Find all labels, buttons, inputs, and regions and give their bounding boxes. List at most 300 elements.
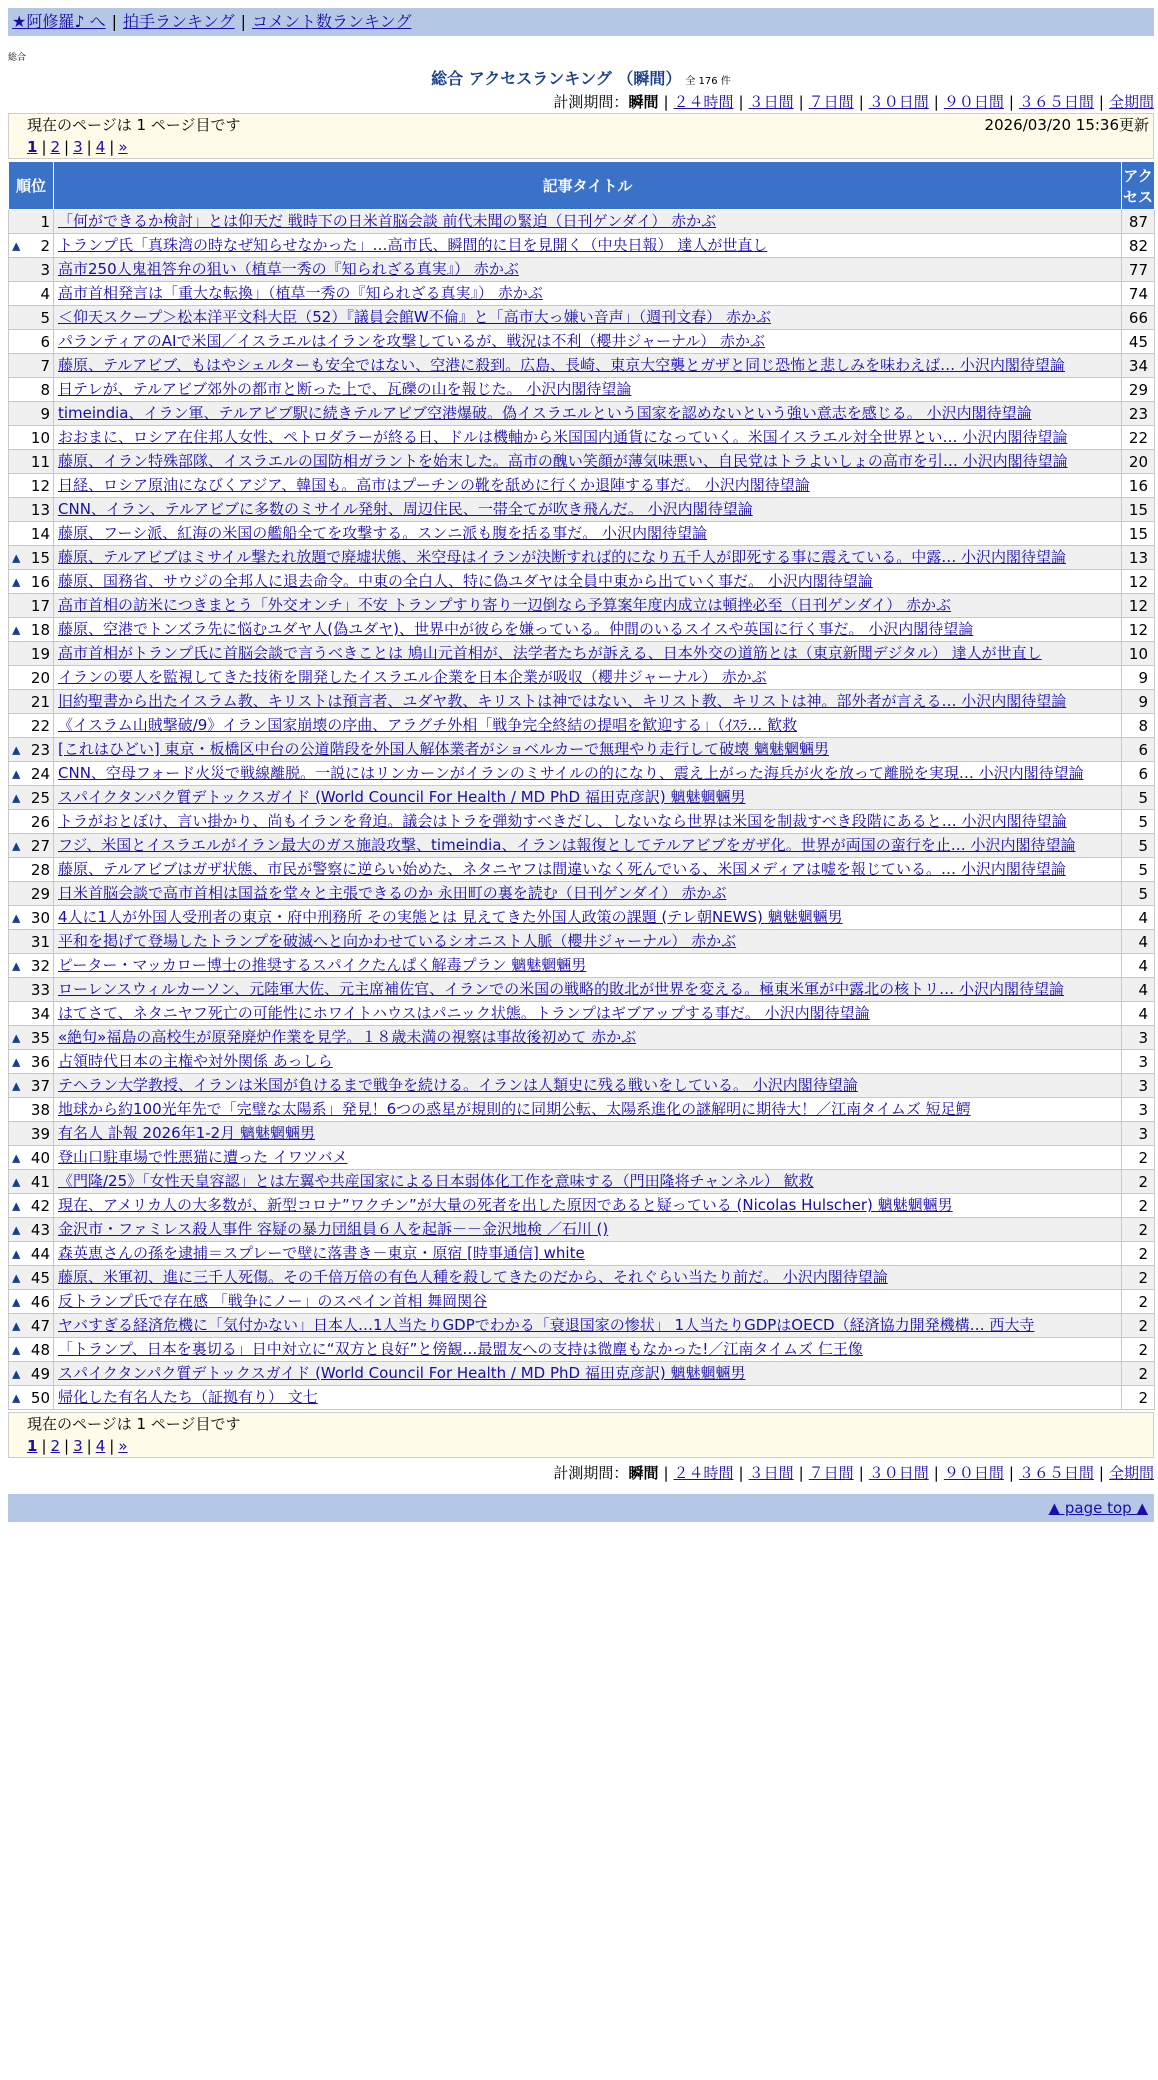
article-link[interactable]: 《門隆/25》「女性天皇容認」とは左翼や共産国家による日本弱体化工作を意味する（門田隆将チャンネル） 歓救 (58, 1172, 814, 1190)
table-row (9, 258, 1155, 282)
period-link[interactable]: ２４時間 (673, 1464, 734, 1482)
article-link[interactable]: 藤原、テルアビブ、もはやシェルターも安全ではない、空港に殺到。広島、長崎、東京大空襲とガザと同じ恐怖と悲しみを味わえば… 小沢内閣待望論 (58, 356, 1065, 374)
access-count: 6 (1122, 762, 1155, 786)
article-link[interactable]: 帰化した有名人たち（証拠有り） 文七 (58, 1388, 318, 1406)
rank-number: 20 (30, 668, 50, 687)
comment-ranking-link[interactable]: コメント数ランキング (251, 12, 412, 31)
access-count: 16 (1122, 474, 1155, 498)
rank-cell (9, 474, 54, 498)
article-link[interactable]: おおまに、ロシア在住邦人女性、ペトロダラーが終る日、ドルは機軸から米国国内通貨になっていく。米国イスラエル対全世界とい… 小沢内閣待望論 (58, 428, 1068, 446)
rank-number: 45 (30, 1268, 50, 1287)
nav-separator: | (111, 12, 118, 31)
access-count: 3 (1122, 1074, 1155, 1098)
rank-number: 38 (30, 1100, 50, 1119)
article-link[interactable]: トランプ氏「真珠湾の時なぜ知らせなかった」…高市氏、瞬間的に目を見開く（中央日報） 達人が世直し (58, 236, 768, 254)
article-link[interactable]: 藤原、フーシ派、紅海の米国の艦船全てを攻撃する。スンニ派も腹を括る事だ。 小沢内閣待望論 (58, 524, 708, 542)
rank-cell (9, 330, 54, 354)
ranking-table (8, 161, 1155, 1410)
rank-cell (9, 570, 54, 594)
rank-cell (9, 882, 54, 906)
title-cell (54, 906, 1122, 930)
period-current: 瞬間 (628, 93, 659, 111)
rank-number: 9 (40, 404, 50, 423)
table-row (9, 930, 1155, 954)
current-page-text: 現在のページは 1 ページ目です (27, 1415, 241, 1433)
rank-cell (9, 786, 54, 810)
title-cell (54, 258, 1122, 282)
title-cell (54, 570, 1122, 594)
article-link[interactable]: 高市首相の訪米につきまとう「外交オンチ」不安 トランプすり寄り一辺倒なら予算案年度内成立は頓挫必至（日刊ゲンダイ） 赤かぶ (58, 596, 952, 614)
access-count: 29 (1122, 378, 1155, 402)
article-link[interactable]: 森英恵さんの孫を逮捕＝スプレーで壁に落書き－東京・原宿 [時事通信] white (58, 1244, 585, 1262)
updated-timestamp: 2026/03/20 15:36更新 (984, 116, 1149, 134)
period-link[interactable]: ９０日間 (943, 1464, 1004, 1482)
article-link[interactable]: パランティアのAIで米国／イスラエルはイランを攻撃しているが、戦況は不利（櫻井ジャーナル） 赤かぶ (58, 332, 766, 350)
period-link[interactable]: ３６５日間 (1018, 1464, 1094, 1482)
title-cell (54, 282, 1122, 306)
rank-cell (9, 1242, 54, 1266)
access-count: 3 (1122, 1098, 1155, 1122)
period-link[interactable]: 全期間 (1108, 93, 1154, 111)
pager-separator: | (41, 1437, 47, 1455)
article-link[interactable]: [これはひどい] 東京・板橋区中台の公道階段を外国人解体業者がショベルカーで無理やり走行して破壊 魑魅魍魎男 (58, 740, 829, 758)
article-link[interactable]: 有名人 訃報 2026年1-2月 魑魅魍魎男 (58, 1124, 315, 1142)
rank-up-arrow-icon: ▲ (12, 575, 21, 588)
title-header: 記事タイトル (54, 162, 1122, 210)
top-nav-bar (8, 8, 1154, 36)
rank-cell (9, 954, 54, 978)
title-cell (54, 666, 1122, 690)
page-info-top (8, 113, 1154, 159)
period-link[interactable]: ３０日間 (868, 93, 929, 111)
article-link[interactable]: スパイクタンパク質デトックスガイド (World Council For Health / MD PhD 福田克彦訳) 魑魅魍魎男 (58, 788, 746, 806)
article-link[interactable]: 藤原、テルアビブはミサイル撃たれ放題で廃墟状態、米空母はイランが決断すれば的になり五千人が即死する事に震えている。中露… 小沢内閣待望論 (58, 548, 1066, 566)
page-title (8, 66, 1154, 89)
table-row (9, 1362, 1155, 1386)
access-count: 2 (1122, 1338, 1155, 1362)
article-link[interactable]: トラがおとぼけ、言い掛かり、尚もイランを脅迫。議会はトラを弾劾すべきだし、しないなら世界は米国を制裁すべき段階にあると… 小沢内閣待望論 (58, 812, 1067, 830)
access-count: 12 (1122, 570, 1155, 594)
table-row (9, 1002, 1155, 1026)
period-link[interactable]: ７日間 (808, 1464, 854, 1482)
period-link[interactable]: 全期間 (1108, 1464, 1154, 1482)
page-info-bottom (8, 1412, 1154, 1458)
article-link[interactable]: 高市250人鬼祖答弁の狙い（植草一秀の『知られざる真実』） 赤かぶ (58, 260, 519, 278)
access-count: 13 (1122, 546, 1155, 570)
rank-number: 40 (30, 1148, 50, 1167)
title-cell (54, 1218, 1122, 1242)
rank-up-arrow-icon: ▲ (12, 551, 21, 564)
rank-cell (9, 594, 54, 618)
title-cell (54, 786, 1122, 810)
rank-cell (9, 1290, 54, 1314)
table-row (9, 330, 1155, 354)
title-cell (54, 762, 1122, 786)
period-selector-top (8, 91, 1154, 111)
title-cell (54, 618, 1122, 642)
article-link[interactable]: ピーター・マッカロー博士の推奨するスパイクたんぱく解毒プラン 魑魅魍魎男 (58, 956, 587, 974)
table-row (9, 546, 1155, 570)
article-link[interactable]: 藤原、米軍初、進に三千人死傷。その千倍万倍の有色人種を殺してきたのだから、それぐらい当たり前だ。 小沢内閣待望論 (58, 1268, 888, 1286)
article-link[interactable]: 藤原、国務省、サウジの全邦人に退去命令。中東の全白人、特に偽ユダヤは全員中東から出ていく事だ。 小沢内閣待望論 (58, 572, 873, 590)
article-link[interactable]: ヤバすぎる経済危機に「気付かない」日本人…1人当たりGDPでわかる「衰退国家の惨状」 1人当たりGDPはOECD（経済協力開発機構… 西大寺 (58, 1316, 1035, 1334)
access-count: 4 (1122, 954, 1155, 978)
title-cell (54, 210, 1122, 234)
access-header: アクセス (1122, 162, 1155, 210)
period-separator: | (933, 93, 939, 111)
table-row (9, 210, 1155, 234)
rank-cell (9, 1362, 54, 1386)
rank-number: 4 (40, 284, 50, 303)
rank-number: 32 (30, 956, 50, 975)
table-row (9, 1266, 1155, 1290)
page-top-link[interactable]: ▲ page top ▲ (1048, 1499, 1148, 1517)
rank-up-arrow-icon: ▲ (12, 1343, 21, 1356)
access-count: 34 (1122, 354, 1155, 378)
period-separator: | (738, 93, 744, 111)
title-cell (54, 546, 1122, 570)
access-count: 2 (1122, 1194, 1155, 1218)
rank-cell (9, 1170, 54, 1194)
table-row (9, 594, 1155, 618)
pager-page-link[interactable]: 3 (73, 1437, 83, 1455)
period-label: 計測期間： (553, 1464, 629, 1482)
rank-number: 30 (30, 908, 50, 927)
article-link[interactable]: 登山口駐車場で性悪猫に遭った イワツバメ (58, 1148, 348, 1166)
pager-page-link[interactable]: 4 (95, 138, 106, 156)
rank-up-arrow-icon: ▲ (12, 239, 21, 252)
article-link[interactable]: 現在、アメリカ人の大多数が、新型コロナ”ワクチン”が大量の死者を出した原因であると疑っている (Nicolas Hulscher) 魑魅魍魎男 (58, 1196, 953, 1214)
table-row (9, 906, 1155, 930)
article-link[interactable]: スパイクタンパク質デトックスガイド (World Council For Health / MD PhD 福田克彦訳) 魑魅魍魎男 (58, 1364, 746, 1382)
rank-number: 25 (30, 788, 50, 807)
rank-cell (9, 426, 54, 450)
pager-next-link[interactable]: » (118, 1437, 128, 1455)
title-cell (54, 1242, 1122, 1266)
home-link[interactable]: ★阿修羅♪ へ (12, 12, 106, 31)
rank-cell (9, 834, 54, 858)
article-link[interactable]: «絶句»福島の高校生が原発廃炉作業を見学。１８歳未満の視察は事故後初めて 赤かぶ (58, 1028, 637, 1046)
title-cell (54, 714, 1122, 738)
article-link[interactable]: 藤原、イラン特殊部隊、イスラエルの国防相ガラントを始末した。高市の醜い笑顔が薄気味悪い、自民党はトラよいしょの高市を引… 小沢内閣待望論 (58, 452, 1068, 470)
article-link[interactable]: テヘラン大学教授、イランは米国が負けるまで戦争を続ける。イランは人類史に残る戦いをしている。 小沢内閣待望論 (58, 1076, 858, 1094)
rank-number: 14 (30, 524, 50, 543)
rank-cell (9, 642, 54, 666)
pager-separator: | (86, 138, 92, 156)
access-count: 5 (1122, 786, 1155, 810)
access-count: 66 (1122, 306, 1155, 330)
title-cell (54, 594, 1122, 618)
table-row (9, 1098, 1155, 1122)
article-link[interactable]: ローレンスウィルカーソン、元陸軍大佐、元主席補佐官、イランでの米国の戦略的敗北が世界を変える。極東米軍が中露北の核トリ… 小沢内閣待望論 (58, 980, 1064, 998)
period-separator: | (738, 1464, 744, 1482)
title-cell (54, 1194, 1122, 1218)
rank-number: 49 (30, 1364, 50, 1383)
rank-up-arrow-icon: ▲ (12, 1391, 21, 1404)
title-cell (54, 330, 1122, 354)
rank-number: 15 (30, 548, 50, 567)
period-link[interactable]: ３日間 (748, 93, 794, 111)
rank-number: 5 (40, 308, 50, 327)
period-separator: | (663, 1464, 669, 1482)
rank-up-arrow-icon: ▲ (12, 1247, 21, 1260)
period-link[interactable]: ７日間 (808, 93, 854, 111)
article-link[interactable]: timeindia、イラン軍、テルアビブ駅に続きテルアビブ空港爆破。偽イスラエルという国家を認めないという強い意志を感じる。 小沢内閣待望論 (58, 404, 1032, 422)
rank-cell (9, 810, 54, 834)
rank-number: 27 (30, 836, 50, 855)
pager-next-link[interactable]: » (118, 138, 128, 156)
access-count: 2 (1122, 1242, 1155, 1266)
rank-cell (9, 906, 54, 930)
access-count: 9 (1122, 666, 1155, 690)
article-link[interactable]: 日テレが、テルアビブ郊外の都市と断った上で、瓦礫の山を報じた。 小沢内閣待望論 (58, 380, 632, 398)
access-count: 15 (1122, 522, 1155, 546)
pager-page-link[interactable]: 4 (95, 1437, 106, 1455)
article-link[interactable]: 地球から約100光年先で「完璧な太陽系」発見！6つの惑星が規則的に同期公転、太陽系進化の謎解明に期待大！／江南タイムズ 短足鰐 (58, 1100, 971, 1118)
period-link[interactable]: ３６５日間 (1018, 93, 1094, 111)
title-cell (54, 690, 1122, 714)
rank-cell (9, 1338, 54, 1362)
table-row (9, 1314, 1155, 1338)
access-count: 3 (1122, 1050, 1155, 1074)
rank-number: 50 (30, 1388, 50, 1407)
rank-cell (9, 738, 54, 762)
table-row (9, 618, 1155, 642)
table-row (9, 1122, 1155, 1146)
access-count: 22 (1122, 426, 1155, 450)
total-count: 全 176 件 (685, 76, 731, 87)
pager-separator: | (64, 1437, 70, 1455)
rank-cell (9, 522, 54, 546)
period-separator: | (1008, 1464, 1014, 1482)
rank-cell (9, 690, 54, 714)
pager-page-link[interactable]: 2 (50, 138, 61, 156)
rank-cell (9, 1266, 54, 1290)
period-current: 瞬間 (628, 1464, 659, 1482)
pagination-bottom (9, 1435, 1153, 1457)
access-count: 2 (1122, 1290, 1155, 1314)
rank-header: 順位 (9, 162, 54, 210)
bottom-bar (8, 1494, 1154, 1522)
title-cell (54, 642, 1122, 666)
access-count: 2 (1122, 1362, 1155, 1386)
title-cell (54, 1026, 1122, 1050)
article-link[interactable]: 旧約聖書から出たイスラム教、キリストは預言者、ユダヤ教、キリストは神ではない、キリスト教、キリストは神。部外者が言える… 小沢内閣待望論 (58, 692, 1067, 710)
period-separator: | (1098, 1464, 1104, 1482)
article-link[interactable]: 金沢市・ファミレス殺人事件 容疑の暴力団組員６人を起訴－－金沢地検 ／石川 () (58, 1220, 609, 1238)
pager-page-link[interactable]: 3 (73, 138, 83, 156)
table-row (9, 426, 1155, 450)
rank-number: 28 (30, 860, 50, 879)
period-selector-bottom (8, 1462, 1154, 1482)
table-row (9, 1290, 1155, 1314)
rank-cell (9, 714, 54, 738)
table-row (9, 978, 1155, 1002)
rank-cell (9, 666, 54, 690)
article-link[interactable]: 4人に1人が外国人受刑者の東京・府中刑務所 その実態とは 見えてきた外国人政策の課題 (テレ朝NEWS) 魑魅魍魎男 (58, 908, 843, 926)
rank-number: 23 (30, 740, 50, 759)
title-cell (54, 1074, 1122, 1098)
rank-up-arrow-icon: ▲ (12, 767, 21, 780)
rank-number: 35 (30, 1028, 50, 1047)
title-cell (54, 738, 1122, 762)
access-count: 12 (1122, 618, 1155, 642)
section-label: 総合 (8, 53, 27, 63)
article-link[interactable]: 《イスラム山賊撃破/9》イラン国家崩壊の序曲、アラグチ外相「戦争完全終結の提唱を歓迎する」（ｲｽﾗ… 歓救 (58, 716, 798, 734)
period-link[interactable]: ２４時間 (673, 93, 734, 111)
table-row (9, 762, 1155, 786)
period-separator: | (663, 93, 669, 111)
access-count: 15 (1122, 498, 1155, 522)
rank-number: 7 (40, 356, 50, 375)
rank-cell (9, 1050, 54, 1074)
rank-cell (9, 762, 54, 786)
article-link[interactable]: イランの要人を監視してきた技術を開発したイスラエル企業を日本企業が吸収（櫻井ジャーナル） 赤かぶ (58, 668, 767, 686)
rank-number: 12 (30, 476, 50, 495)
table-row (9, 474, 1155, 498)
rank-cell (9, 498, 54, 522)
article-link[interactable]: 日経、ロシア原油になびくアジア、韓国も。高市はプーチンの靴を舐めに行くか退陣する事だ。 小沢内閣待望論 (58, 476, 810, 494)
rank-number: 11 (30, 452, 50, 471)
rank-number: 16 (30, 572, 50, 591)
table-row (9, 522, 1155, 546)
nav-separator: | (240, 12, 246, 31)
table-row (9, 1386, 1155, 1410)
period-separator: | (798, 93, 804, 111)
rank-number: 41 (30, 1172, 50, 1191)
article-link[interactable]: 占領時代日本の主権や対外関係 あっしら (58, 1052, 333, 1070)
table-row (9, 834, 1155, 858)
title-cell (54, 1314, 1122, 1338)
pager-separator: | (86, 1437, 92, 1455)
rank-up-arrow-icon: ▲ (12, 1151, 21, 1164)
access-count: 23 (1122, 402, 1155, 426)
article-link[interactable]: はてさて、ネタニヤフ死亡の可能性にホワイトハウスはパニック状態。トランプはギブアップする事だ。 小沢内閣待望論 (58, 1004, 870, 1022)
table-row (9, 498, 1155, 522)
access-count: 12 (1122, 594, 1155, 618)
access-count: 3 (1122, 1026, 1155, 1050)
ranking-title: 総合 アクセスランキング （瞬間） (431, 69, 682, 88)
rank-cell (9, 1194, 54, 1218)
article-link[interactable]: 藤原、テルアビブはガザ状態、市民が警察に逆らい始めた、ネタニヤフは間違いなく死んでいる、米国メディアは嘘を報じている。… 小沢内閣待望論 (58, 860, 1066, 878)
pager-page-link[interactable]: 2 (50, 1437, 61, 1455)
table-row (9, 1026, 1155, 1050)
rank-cell (9, 978, 54, 1002)
rank-number: 8 (40, 380, 50, 399)
table-row (9, 690, 1155, 714)
article-link[interactable]: フジ、米国とイスラエルがイラン最大のガス施設攻撃、timeindia、イランは報復としてテルアビブをガザ化。世界が両国の蛮行を止… 小沢内閣待望論 (58, 836, 1076, 854)
access-count: 4 (1122, 930, 1155, 954)
rank-up-arrow-icon: ▲ (12, 911, 21, 924)
rank-up-arrow-icon: ▲ (12, 623, 21, 636)
article-link[interactable]: CNN、空母フォード火災で戦線離脱。一説にはリンカーンがイランのミサイルの的になり、震え上がった海兵が火を放って離脱を実現… 小沢内閣待望論 (58, 764, 1084, 782)
pager-separator: | (41, 138, 47, 156)
rank-cell (9, 1314, 54, 1338)
access-count: 2 (1122, 1386, 1155, 1410)
rank-number: 13 (30, 500, 50, 519)
pager-separator: | (109, 1437, 115, 1455)
article-link[interactable]: 日米首脳会談で高市首相は国益を堂々と主張できるのか 永田町の裏を読む（日刊ゲンダイ） 赤かぶ (58, 884, 727, 902)
title-cell (54, 834, 1122, 858)
table-row (9, 1146, 1155, 1170)
title-cell (54, 1266, 1122, 1290)
rank-number: 33 (30, 980, 50, 999)
table-row (9, 354, 1155, 378)
access-count: 5 (1122, 834, 1155, 858)
article-link[interactable]: 「トランプ、日本を裏切る」日中対立に“双方と良好”と傍観…最盟友への支持は微塵もなかった!／江南タイムズ 仁王像 (58, 1340, 863, 1358)
title-cell (54, 522, 1122, 546)
rank-up-arrow-icon: ▲ (12, 839, 21, 852)
table-row (9, 402, 1155, 426)
rank-up-arrow-icon: ▲ (12, 791, 21, 804)
rank-up-arrow-icon: ▲ (12, 743, 21, 756)
period-separator: | (1008, 93, 1014, 111)
article-link[interactable]: 高市首相がトランプ氏に首脳会談で言うべきことは 鳩山元首相が、法学者たちが訴える、日本外交の道筋とは（東京新聞デジタル） 達人が世直し (58, 644, 1042, 662)
article-link[interactable]: CNN、イラン、テルアビブに多数のミサイル発射、周辺住民、一帯全てが吹き飛んだ。 小沢内閣待望論 (58, 500, 753, 518)
title-cell (54, 930, 1122, 954)
article-link[interactable]: 平和を掲げて登場したトランプを破滅へと向かわせているシオニスト人脈（櫻井ジャーナル） 赤かぶ (58, 932, 737, 950)
article-link[interactable]: 「何ができるか検討」とは仰天だ 戦時下の日米首脳会談 前代未聞の緊迫（日刊ゲンダイ） 赤かぶ (58, 212, 717, 230)
table-row (9, 738, 1155, 762)
title-cell (54, 234, 1122, 258)
title-cell (54, 474, 1122, 498)
access-count: 2 (1122, 1266, 1155, 1290)
rank-cell (9, 1386, 54, 1410)
clap-ranking-link[interactable]: 拍手ランキング (123, 12, 235, 31)
article-link[interactable]: ＜仰天スクープ＞松本洋平文科大臣（52）『議員会館W不倫』と「高市大っ嫌い音声」（週刊文春） 赤かぶ (58, 308, 771, 326)
title-cell (54, 810, 1122, 834)
rank-number: 3 (40, 260, 50, 279)
article-link[interactable]: 反トランプ氏で存在感 「戦争にノー」のスペイン首相 舞岡関谷 (58, 1292, 488, 1310)
period-link[interactable]: ３０日間 (868, 1464, 929, 1482)
rank-number: 31 (30, 932, 50, 951)
rank-number: 43 (30, 1220, 50, 1239)
rank-number: 44 (30, 1244, 50, 1263)
rank-number: 2 (40, 236, 50, 255)
rank-cell (9, 450, 54, 474)
rank-cell (9, 210, 54, 234)
title-cell (54, 858, 1122, 882)
rank-number: 29 (30, 884, 50, 903)
rank-number: 37 (30, 1076, 50, 1095)
table-row (9, 234, 1155, 258)
table-row (9, 378, 1155, 402)
article-link[interactable]: 高市首相発言は「重大な転換」（植草一秀の『知られざる真実』） 赤かぶ (58, 284, 543, 302)
access-count: 3 (1122, 1122, 1155, 1146)
pager-separator: | (64, 138, 70, 156)
rank-cell (9, 858, 54, 882)
access-count: 6 (1122, 738, 1155, 762)
rank-cell (9, 1002, 54, 1026)
table-row (9, 1050, 1155, 1074)
title-cell (54, 1338, 1122, 1362)
period-link[interactable]: ９０日間 (943, 93, 1004, 111)
access-count: 8 (1122, 714, 1155, 738)
access-count: 4 (1122, 906, 1155, 930)
rank-up-arrow-icon: ▲ (12, 1367, 21, 1380)
rank-cell (9, 618, 54, 642)
title-cell (54, 1170, 1122, 1194)
title-cell (54, 354, 1122, 378)
period-link[interactable]: ３日間 (748, 1464, 794, 1482)
access-count: 87 (1122, 210, 1155, 234)
table-row (9, 1194, 1155, 1218)
pager-page-link[interactable]: 1 (27, 138, 38, 156)
pager-page-link[interactable]: 1 (27, 1437, 38, 1455)
title-cell (54, 1146, 1122, 1170)
article-link[interactable]: 藤原、空港でトンズラ先に悩むユダヤ人(偽ユダヤ)、世界中が彼らを嫌っている。仲間のいるスイスや英国に行く事だ。 小沢内閣待望論 (58, 620, 974, 638)
title-cell (54, 1290, 1122, 1314)
